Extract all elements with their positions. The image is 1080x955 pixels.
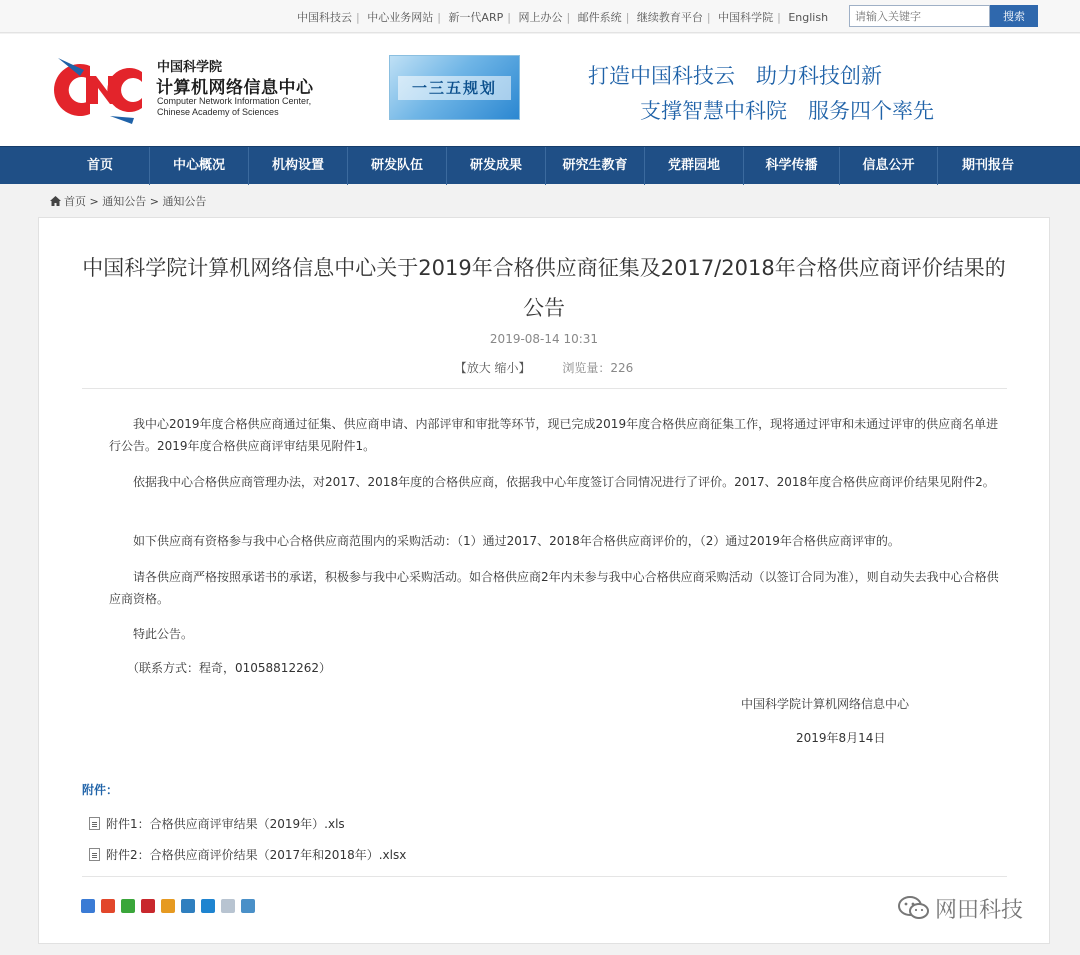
file-icon (89, 817, 100, 830)
article-meta (39, 359, 1049, 376)
plan-banner-text: 一三五规划 (398, 76, 511, 100)
top-link-education[interactable]: 继续教育平台 (636, 11, 703, 24)
attachments-title: 附件： (82, 783, 119, 797)
top-link-business[interactable]: 中心业务网站 (367, 11, 434, 24)
paragraph-4: 请各供应商严格按照承诺书的承诺，积极参与我中心采购活动。如合格供应商2年内未参与我中心合格供应商采购活动（以签订合同为准），则自动失去我中心合格供应商资格。 (109, 570, 999, 606)
site-header (0, 34, 1080, 146)
weibo-icon[interactable] (101, 899, 115, 913)
paragraph-1: 我中心2019年度合格供应商通过征集、供应商申请、内部评审和审批等环节，现已完成2019年度合格供应商征集工作，现将通过评审和未通过评审的供应商名单进行公告。2019年度合格供应商评审结果见附件1。 (109, 417, 999, 453)
top-link-cas[interactable]: 中国科学院 (718, 11, 774, 24)
org-name-cas: 中国科学院 (157, 60, 223, 75)
paragraph-5: 特此公告。 (109, 627, 194, 641)
attachment-2-label: 附件2：合格供应商评价结果（2017年和2018年）.xlsx (106, 848, 407, 862)
top-link-cstcloud[interactable]: 中国科技云 (297, 11, 352, 24)
paragraph-2: 依据我中心合格供应商管理办法，对2017、2018年度的合格供应商，依据我中心年度签订合同情况进行了评价。2017、2018年度合格供应商评价结果见附件2。 (109, 475, 995, 489)
org-name-en-line1: Computer Network Information Center, (157, 96, 312, 106)
nav-item-overview[interactable]: 中心概况 (150, 147, 249, 185)
attachment-2[interactable] (89, 846, 406, 863)
nav-item-graduate[interactable]: 研究生教育 (546, 147, 645, 185)
breadcrumb (50, 193, 206, 209)
zoom-open-bracket: 【 (454, 361, 467, 375)
breadcrumb-separator: > (146, 195, 163, 208)
attachment-1[interactable] (89, 815, 345, 832)
search-button[interactable]: 搜索 (990, 5, 1038, 27)
top-link-arp[interactable]: 新一代ARP (448, 11, 504, 24)
zoom-close-bracket: 】 (518, 361, 531, 375)
search-input[interactable] (849, 5, 990, 27)
plan-banner[interactable] (389, 55, 520, 120)
nav-item-party[interactable]: 党群园地 (645, 147, 744, 185)
nav-item-journals[interactable]: 期刊报告 (961, 158, 1014, 173)
views-count: 226 (610, 361, 634, 375)
org-name-cnic: 计算机网络信息中心 (156, 78, 314, 98)
file-icon (89, 848, 100, 861)
nav-item-science[interactable]: 科学传播 (744, 147, 840, 185)
zoom-in-link[interactable]: 放大 (466, 361, 491, 375)
attachment-1-label: 附件1：合格供应商评审结果（2019年）.xls (106, 817, 345, 831)
breadcrumb-home[interactable]: 首页 (64, 195, 86, 208)
watermark (897, 893, 1023, 924)
zoom-out-link[interactable]: 缩小 (494, 361, 519, 375)
home-icon (50, 196, 61, 206)
top-links: 中国科技云 | 中心业务网站 | 新一代ARP | 网上办公 | 邮件系统 | 继续教育平台 | 中国科学院 | English (297, 11, 829, 24)
share-more-icon[interactable] (81, 899, 95, 913)
breadcrumb-section[interactable]: 通知公告 (102, 195, 147, 208)
wechat-icon (897, 895, 931, 921)
breadcrumb-current: 通知公告 (162, 195, 207, 208)
signature-date: 2019年8月14日 (796, 731, 886, 745)
nav-item-team[interactable]: 研发队伍 (348, 147, 447, 185)
article-date: 2019-08-14 10:31 (489, 332, 599, 346)
main-nav (0, 146, 1080, 184)
nav-item-home[interactable]: 首页 (51, 147, 150, 185)
slogan-line1: 打造中国科技云 助力科技创新 (588, 64, 882, 88)
print-icon[interactable] (241, 899, 255, 913)
qzone-icon[interactable] (201, 899, 215, 913)
top-utility-bar (0, 0, 1080, 33)
signature-org: 中国科学院计算机网络信息中心 (741, 697, 910, 711)
kaixin-icon[interactable] (161, 899, 175, 913)
douban-icon[interactable] (181, 899, 195, 913)
renren-icon[interactable] (141, 899, 155, 913)
paragraph-3: 如下供应商有资格参与我中心合格供应商范围内的采购活动：（1）通过2017、2018年合格供应商评价的，（2）通过2019年合格供应商评审的。 (109, 534, 900, 548)
slogan-line2: 支撑智慧中科院 服务四个率先 (640, 99, 934, 123)
nav-item-disclosure[interactable]: 信息公开 (840, 147, 938, 185)
top-link-office[interactable]: 网上办公 (518, 11, 563, 24)
article-panel (38, 217, 1050, 944)
cnic-logo[interactable] (50, 54, 144, 126)
nav-item-achievements[interactable]: 研发成果 (447, 147, 546, 185)
top-link-english[interactable]: English (788, 11, 829, 24)
meta-divider (82, 388, 1007, 389)
nav-item-organization[interactable]: 机构设置 (249, 147, 348, 185)
copy-icon[interactable] (221, 899, 235, 913)
breadcrumb-separator: > (86, 195, 103, 208)
wechat-share-icon[interactable] (121, 899, 135, 913)
article-title: 中国科学院计算机网络信息中心关于2019年合格供应商征集及2017/2018年合格供应商评价结果的公告 (82, 256, 1006, 320)
views-label: 浏览量： (562, 361, 611, 375)
top-link-mail[interactable]: 邮件系统 (577, 11, 622, 24)
org-name-en-line2: Chinese Academy of Sciences (157, 107, 279, 117)
paragraph-6: （联系方式：程奇，01058812262） (109, 661, 331, 675)
share-divider (82, 876, 1007, 877)
watermark-text: 网田科技 (935, 898, 1024, 923)
